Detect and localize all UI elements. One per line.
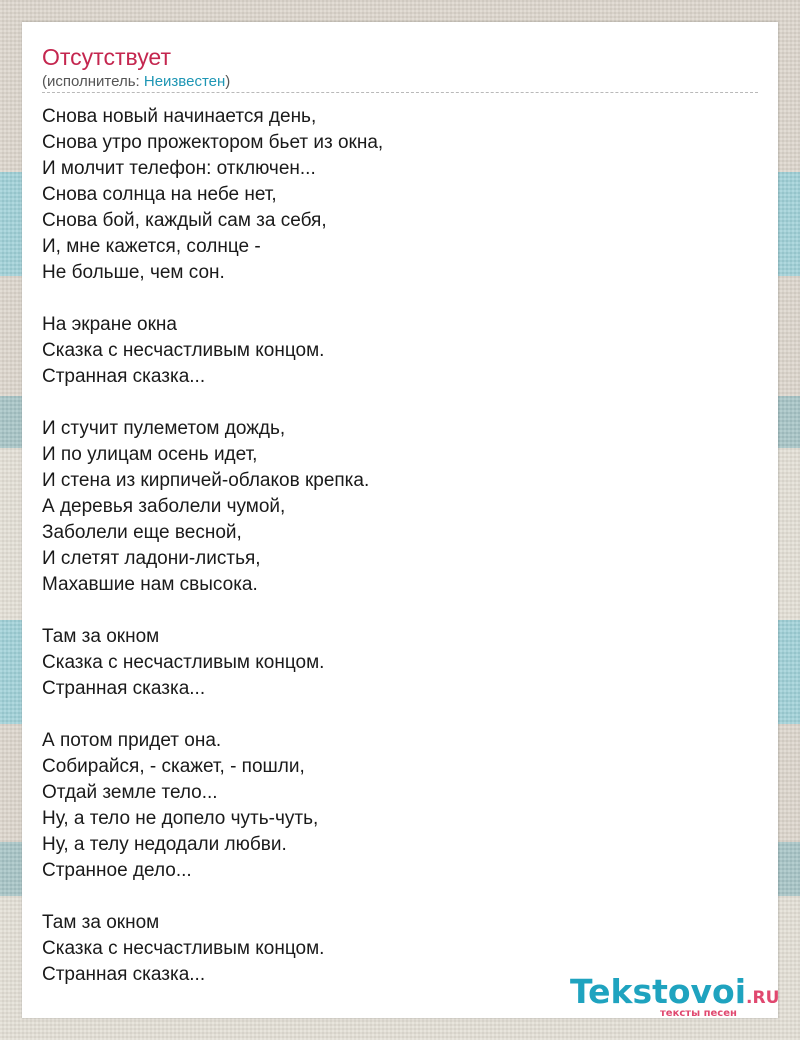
artist-line <box>42 73 230 91</box>
lyrics-line: Заболели еще весной, <box>42 522 242 543</box>
lyrics-line: И, мне кажется, солнце - <box>42 236 261 257</box>
lyrics-line: А потом придет она. <box>42 730 222 751</box>
lyrics-line: И стена из кирпичей-облаков крепка. <box>42 470 370 491</box>
lyrics-line: И слетят ладони-листья, <box>42 548 261 569</box>
lyrics-line: Странное дело... <box>42 860 192 881</box>
lyrics-line: Снова солнца на небе нет, <box>42 184 277 205</box>
lyrics-line: Странная сказка... <box>42 366 206 387</box>
lyrics-stanza <box>42 728 742 884</box>
lyrics-line: И молчит телефон: отключен... <box>42 158 316 179</box>
lyrics-stanza <box>42 416 742 598</box>
lyrics-stanza <box>42 312 742 390</box>
lyrics-line: Не больше, чем сон. <box>42 262 225 283</box>
lyrics-line: Махавшие нам свысока. <box>42 574 258 595</box>
lyrics-line: На экране окна <box>42 314 177 335</box>
artist-link[interactable]: Неизвестен <box>143 73 226 90</box>
lyrics-line: Там за окном <box>42 912 160 933</box>
lyrics-line: Собирайся, - скажет, - пошли, <box>42 756 305 777</box>
lyrics-line: Странная сказка... <box>42 678 206 699</box>
logo-tagline: тексты песен <box>660 1008 737 1019</box>
lyrics-text <box>42 104 742 1014</box>
artist-suffix: ) <box>225 73 231 90</box>
lyrics-line: Там за окном <box>42 626 160 647</box>
lyrics-line: Сказка с несчастливым концом. <box>42 938 325 959</box>
lyrics-line: Отдай земле тело... <box>42 782 218 803</box>
lyrics-stanza <box>42 104 742 286</box>
lyrics-line: Странная сказка... <box>42 964 206 985</box>
lyrics-stanza <box>42 624 742 702</box>
site-logo[interactable] <box>570 972 780 1022</box>
divider <box>42 92 758 93</box>
lyrics-line: Сказка с несчастливым концом. <box>42 340 325 361</box>
artist-prefix: (исполнитель: <box>42 73 144 90</box>
lyrics-line: А деревья заболели чумой, <box>42 496 286 517</box>
lyrics-line: И стучит пулеметом дождь, <box>42 418 286 439</box>
lyrics-line: Ну, а телу недодали любви. <box>42 834 287 855</box>
logo-domain: .RU <box>746 988 780 1008</box>
lyrics-line: Снова бой, каждый сам за себя, <box>42 210 327 231</box>
lyrics-line: Снова утро прожектором бьет из окна, <box>42 132 384 153</box>
song-title: Отсутствует <box>42 44 171 70</box>
lyrics-line: И по улицам осень идет, <box>42 444 258 465</box>
lyrics-page <box>22 22 778 1018</box>
logo-main-text: Tekstovoi <box>570 972 747 1011</box>
lyrics-line: Ну, а тело не допело чуть-чуть, <box>42 808 319 829</box>
lyrics-line: Сказка с несчастливым концом. <box>42 652 325 673</box>
lyrics-line: Снова новый начинается день, <box>42 106 317 127</box>
